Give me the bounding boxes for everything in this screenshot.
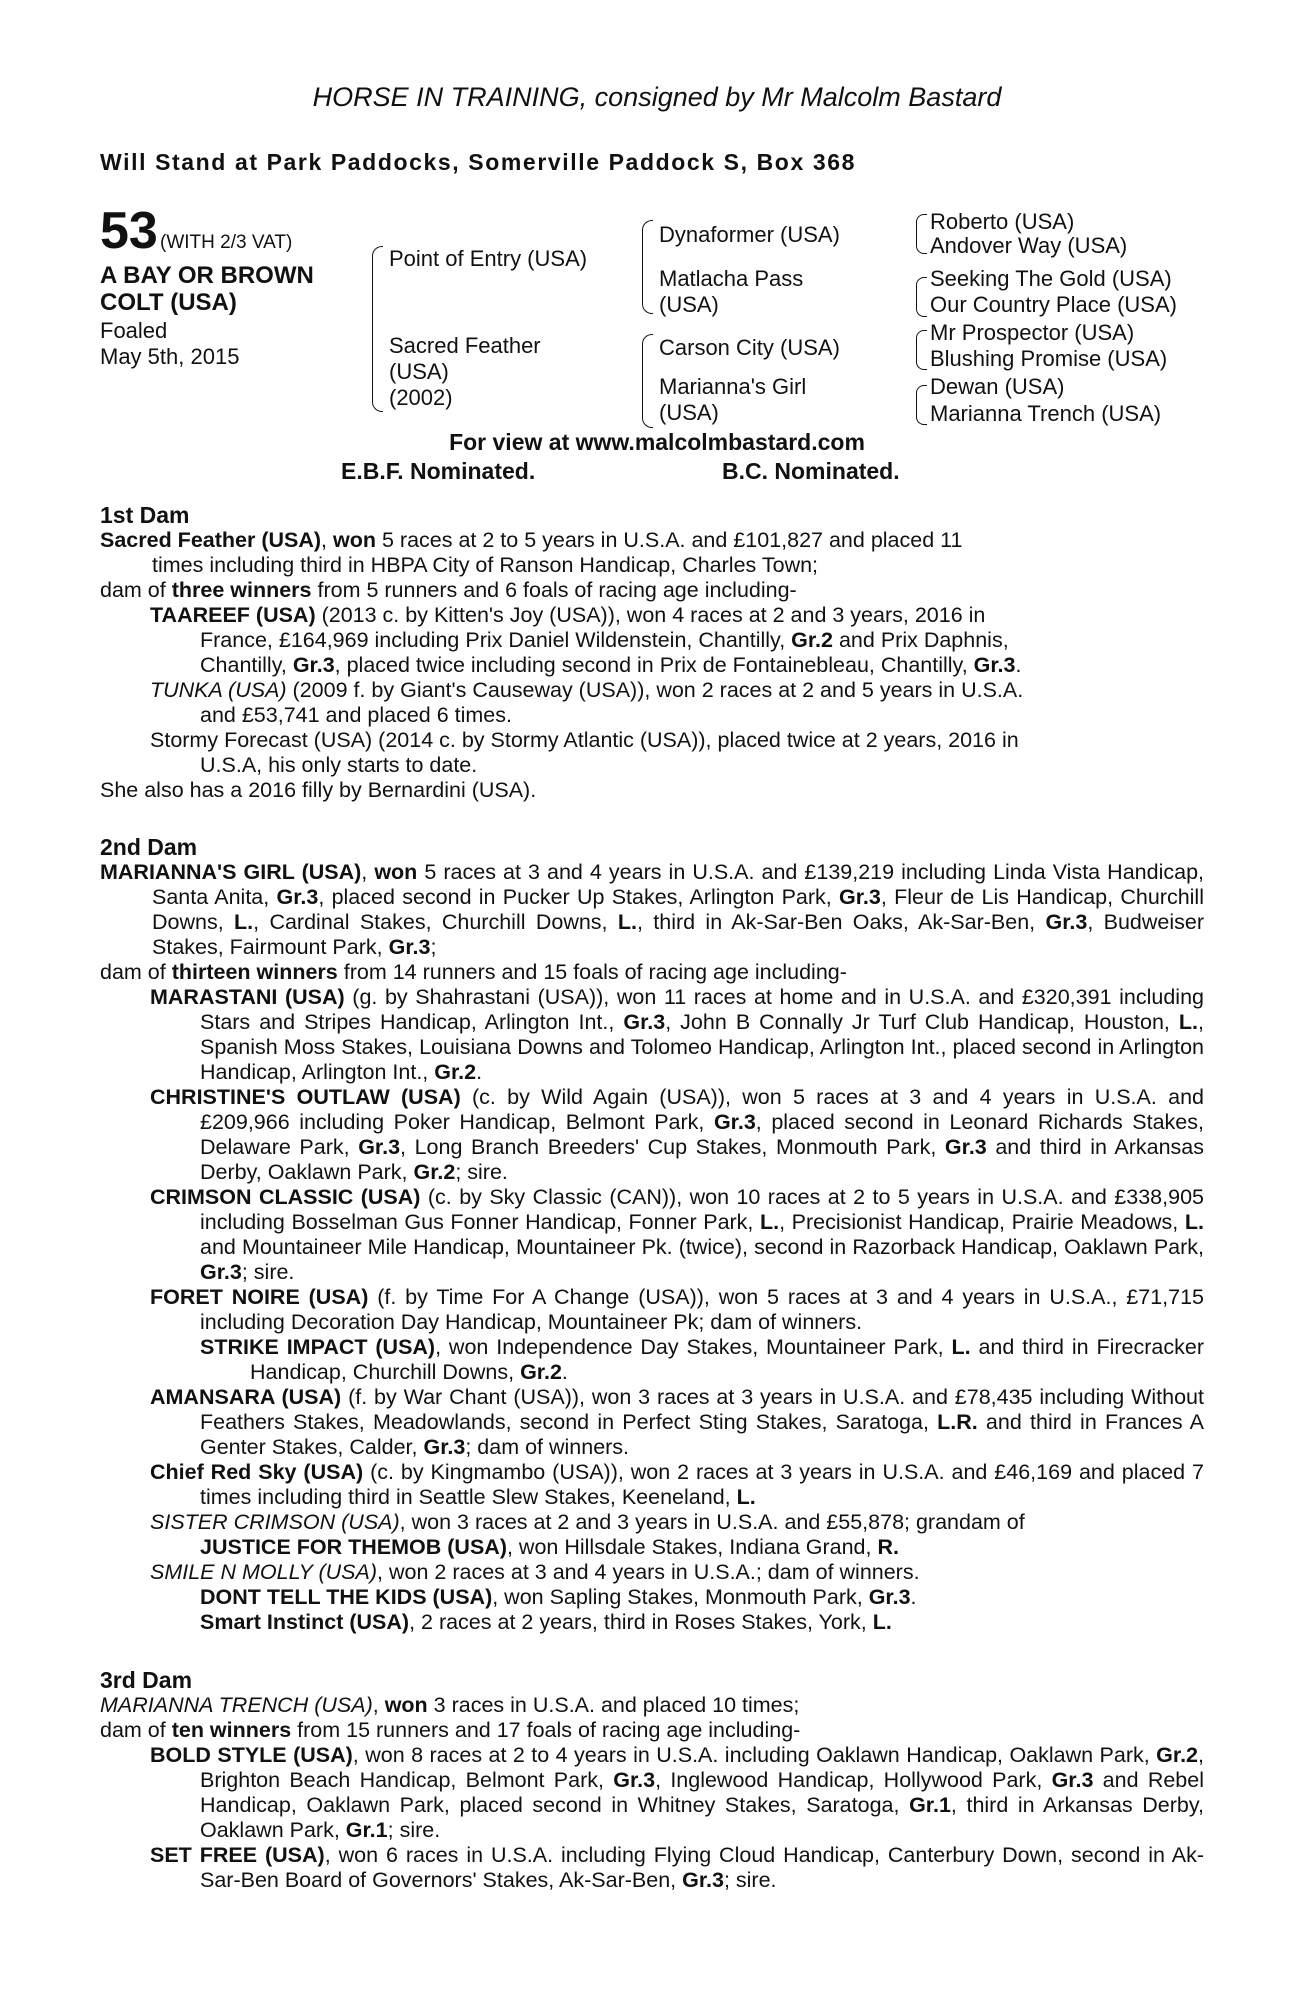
first-dam-title: 1st Dam bbox=[100, 502, 190, 528]
tunka-line-1 bbox=[100, 678, 1204, 703]
dam-dam-line-1: Marianna's Girl bbox=[659, 374, 807, 399]
sire-dam-line-2: (USA) bbox=[659, 292, 719, 317]
text: , won 3 races at 2 and 3 years in U.S.A. and £55,878; grandam of bbox=[399, 1510, 1025, 1534]
grade: Gr.1 bbox=[345, 1818, 388, 1842]
text: ; bbox=[430, 935, 437, 959]
dam-sire: Carson City (USA) bbox=[659, 335, 840, 360]
second-dam-record: MARIANNA'S GIRL (USA), won 5 races at 3 and 4 years in U.S.A. and £139,219 including Linda Vista Handicap, Santa Anita, Gr.3, placed second in Pucker Up Stakes, Arlington Park, Gr.3, Fleur de Lis Handicap, Churchill Downs, L., Cardinal Stakes, Churchill Downs, L., third in Ak-Sar-Ben Oaks, Ak-Sar-Ben, Gr.3, Budweiser Stakes, Fairmount Park, Gr.3; bbox=[100, 860, 1204, 959]
horse-name: AMANSARA (USA) bbox=[150, 1385, 342, 1409]
text: ; sire. bbox=[387, 1818, 441, 1842]
foaled-label: Foaled bbox=[100, 318, 168, 343]
grade: Gr.2 bbox=[791, 628, 833, 652]
text: , won Independence Day Stakes, Mountaineer Park, bbox=[435, 1335, 952, 1359]
stand-location: Will Stand at Park Paddocks, Somerville Paddock S, Box 368 bbox=[100, 149, 857, 175]
marastani bbox=[100, 985, 1204, 1085]
grade: L. bbox=[1178, 1010, 1199, 1034]
first-dam-section bbox=[100, 503, 1204, 803]
third-dam-produce bbox=[100, 1718, 1204, 1743]
third-dam-title: 3rd Dam bbox=[100, 1667, 193, 1693]
grade: Gr.3 bbox=[713, 1110, 756, 1134]
third-dam-record bbox=[100, 1693, 1204, 1718]
text: . bbox=[561, 1360, 568, 1384]
grade: L. bbox=[951, 1335, 971, 1359]
grade: Gr.3 bbox=[868, 1585, 911, 1609]
third-dam-section bbox=[100, 1668, 1204, 1893]
won-word: won bbox=[333, 528, 376, 552]
text: . bbox=[1015, 653, 1022, 677]
horse-name: SET FREE (USA) bbox=[150, 1843, 325, 1867]
tunka-line-2: and £53,741 and placed 6 times. bbox=[200, 703, 512, 727]
text: , Fleur de Lis Handicap, Churchill Downs, bbox=[152, 885, 1204, 934]
grade: Gr.1 bbox=[909, 1793, 951, 1817]
dont-tell-the-kids bbox=[100, 1585, 1204, 1610]
text: dam of bbox=[100, 960, 172, 984]
horse-name: MARASTANI (USA) bbox=[150, 985, 345, 1009]
text: , Spanish Moss Stakes, Louisiana Downs and Tolomeo Handicap, Arlington Int., placed second in Arlington Handicap, Arlington Int., bbox=[200, 1010, 1205, 1084]
lot-number: 53 bbox=[100, 202, 158, 260]
second-dam-produce bbox=[100, 960, 1204, 985]
grade: L. bbox=[760, 1210, 780, 1234]
text: ; dam of winners. bbox=[465, 1435, 630, 1459]
text: , Budweiser Stakes, Fairmount Park, bbox=[152, 910, 1204, 959]
text: (f. by Time For A Change (USA)), won 5 races at 3 and 4 years in U.S.A., £71,715 including Decoration Day Handicap, Mountaineer Pk; dam of winners. bbox=[200, 1285, 1204, 1334]
g-seeking-the-gold: Seeking The Gold (USA) bbox=[930, 266, 1172, 291]
horse-name: BOLD STYLE (USA) bbox=[150, 1743, 353, 1767]
smile-n-molly bbox=[100, 1560, 1204, 1585]
grade: Gr.2 bbox=[1156, 1743, 1199, 1767]
text: , Cardinal Stakes, Churchill Downs, bbox=[253, 910, 618, 934]
g-roberto: Roberto (USA) bbox=[930, 209, 1075, 234]
grade: Gr.3 bbox=[839, 885, 881, 909]
text: ; sire. bbox=[241, 1260, 295, 1284]
text: France, £164,969 including Prix Daniel Wildenstein, Chantilly, bbox=[200, 628, 792, 652]
lot-description bbox=[100, 262, 314, 316]
text: and Mountaineer Mile Handicap, Mountaineer Pk. (twice), second in Razorback Handicap, Oaklawn Park, bbox=[200, 1235, 1204, 1259]
text: , placed second in Leonard Richards Stakes, Delaware Park, bbox=[200, 1110, 1204, 1159]
text: . bbox=[910, 1585, 917, 1609]
text: dam of bbox=[100, 578, 172, 602]
grade: Gr.3 bbox=[973, 653, 1016, 677]
also-line: She also has a 2016 filly by Bernardini (USA). bbox=[100, 778, 537, 802]
dam-line-1: Sacred Feather bbox=[389, 333, 541, 358]
text: 5 races at 3 and 4 years in U.S.A. and £139,219 including Linda Vista Handicap, Santa Anita, bbox=[152, 860, 1204, 909]
grade: Gr.3 bbox=[423, 1435, 466, 1459]
bc-nominated: B.C. Nominated. bbox=[722, 458, 900, 484]
text: , Inglewood Handicap, Hollywood Park, bbox=[655, 1768, 1052, 1792]
sire-sire: Dynaformer (USA) bbox=[659, 222, 840, 247]
sire: Point of Entry (USA) bbox=[389, 246, 588, 271]
text: , won 8 races at 2 to 4 years in U.S.A. including Oaklawn Handicap, Oaklawn Park, bbox=[352, 1743, 1157, 1767]
grade: L. bbox=[234, 910, 254, 934]
desc-line-1: A BAY OR BROWN bbox=[100, 262, 314, 289]
text: and third in Firecracker Handicap, Churchill Downs, bbox=[250, 1335, 1204, 1384]
dam-name: Sacred Feather (USA) bbox=[100, 528, 322, 552]
g-andover-way: Andover Way (USA) bbox=[930, 233, 1128, 258]
pedigree-brace-2a bbox=[642, 220, 653, 314]
text: 5 races at 2 to 5 years in U.S.A. and £101,827 and placed 11 bbox=[376, 528, 963, 552]
horse-name: FORET NOIRE (USA) bbox=[150, 1285, 369, 1309]
sire-dam bbox=[659, 266, 803, 318]
text: (c. by Wild Again (USA)), won 5 races at 3 and 4 years in U.S.A. and £209,966 including Poker Handicap, Belmont Park, bbox=[200, 1085, 1204, 1134]
text: (2009 f. by Giant's Causeway (USA)), won 2 races at 2 and 5 years in U.S.A. bbox=[286, 678, 1024, 702]
christines-outlaw bbox=[100, 1085, 1204, 1185]
text: , Brighton Beach Handicap, Belmont Park, bbox=[200, 1743, 1204, 1792]
text: , bbox=[372, 1693, 385, 1717]
grade: Gr.2 bbox=[413, 1160, 456, 1184]
grade: L. bbox=[736, 1485, 756, 1509]
bold-style bbox=[100, 1743, 1204, 1843]
taareef-line-3 bbox=[100, 653, 1204, 678]
text: 3 races in U.S.A. and placed 10 times; bbox=[427, 1693, 800, 1717]
dam-name: MARIANNA TRENCH (USA) bbox=[100, 1693, 373, 1717]
pedigree-brace-1 bbox=[372, 246, 383, 412]
grade: Gr.3 bbox=[200, 1260, 242, 1284]
horse-name: DONT TELL THE KIDS (USA) bbox=[200, 1585, 493, 1609]
horse-name: TUNKA (USA) bbox=[150, 678, 287, 702]
text: , won Sapling Stakes, Monmouth Park, bbox=[492, 1585, 869, 1609]
horse-name: STRIKE IMPACT (USA) bbox=[200, 1335, 436, 1359]
won-word: won bbox=[384, 1693, 428, 1717]
pedigree-brace-2b bbox=[642, 334, 653, 428]
horse-name: Chief Red Sky (USA) bbox=[150, 1460, 364, 1484]
vat-note: (WITH 2/3 VAT) bbox=[160, 232, 293, 253]
text: , won Hillsdale Stakes, Indiana Grand, bbox=[506, 1535, 878, 1559]
grade: L. bbox=[1184, 1210, 1204, 1234]
chief-red-sky bbox=[100, 1460, 1204, 1510]
text: ; sire. bbox=[723, 1868, 777, 1892]
text: , Precisionist Handicap, Prairie Meadows, bbox=[779, 1210, 1185, 1234]
ebf-nominated: E.B.F. Nominated. bbox=[341, 458, 536, 484]
text: and Rebel Handicap, Oaklawn Park, placed second in Whitney Stakes, Saratoga, bbox=[200, 1768, 1204, 1817]
horse-name: CHRISTINE'S OUTLAW (USA) bbox=[150, 1085, 461, 1109]
text: (c. by Sky Classic (CAN)), won 10 races at 2 to 5 years in U.S.A. and £338,905 including Bosselman Gus Fonner Handicap, Fonner Park, bbox=[200, 1185, 1204, 1234]
grade: L. bbox=[872, 1610, 892, 1634]
text: and third in Arkansas Derby, Oaklawn Park, bbox=[200, 1135, 1204, 1184]
grade: Gr.3 bbox=[276, 885, 319, 909]
smart-instinct bbox=[100, 1610, 1204, 1635]
crimson-classic bbox=[100, 1185, 1204, 1285]
grade: L.R. bbox=[937, 1410, 978, 1434]
desc-line-2: COLT (USA) bbox=[100, 289, 237, 316]
second-dam-section bbox=[100, 835, 1204, 1635]
text: Chantilly, bbox=[200, 653, 293, 677]
sire-dam-line-1: Matlacha Pass bbox=[659, 266, 804, 291]
dam bbox=[389, 333, 541, 411]
taareef-line-2 bbox=[100, 628, 1204, 653]
horse-name: SMILE N MOLLY (USA) bbox=[150, 1560, 378, 1584]
stormy-line-2: U.S.A, his only starts to date. bbox=[200, 753, 478, 777]
sister-crimson bbox=[100, 1510, 1204, 1535]
text: , placed twice including second in Prix de Fontainebleau, Chantilly, bbox=[334, 653, 974, 677]
text: and Prix Daphnis, bbox=[833, 628, 1009, 652]
pedigree-brace-3a bbox=[916, 214, 927, 254]
dam-dam bbox=[659, 374, 806, 426]
grade: Gr.2 bbox=[520, 1360, 562, 1384]
text: , won 6 races in U.S.A. including Flying Cloud Handicap, Canterbury Down, second in Ak-Sar-Ben Board of Governors' Stakes, Ak-Sar-Ben, bbox=[200, 1843, 1204, 1892]
first-dam-line-2: times including third in HBPA City of Ranson Handicap, Charles Town; bbox=[152, 553, 819, 577]
dam-line-2: (USA) bbox=[389, 359, 449, 384]
grade: Gr.3 bbox=[1045, 910, 1088, 934]
text: , Long Branch Breeders' Cup Stakes, Monmouth Park, bbox=[400, 1135, 945, 1159]
stormy-line-1: Stormy Forecast (USA) (2014 c. by Stormy Atlantic (USA)), placed twice at 2 years, 2016 in bbox=[150, 728, 1019, 752]
text: , third in Ak-Sar-Ben Oaks, Ak-Sar-Ben, bbox=[636, 910, 1046, 934]
dam-name: MARIANNA'S GIRL (USA) bbox=[100, 860, 362, 884]
horse-name: Smart Instinct (USA) bbox=[200, 1610, 410, 1634]
grade: Gr.3 bbox=[1051, 1768, 1094, 1792]
pedigree-brace-3b bbox=[916, 277, 927, 317]
winners-count: ten winners bbox=[171, 1718, 292, 1742]
grade: Gr.3 bbox=[358, 1135, 401, 1159]
justice-for-themob bbox=[100, 1535, 1204, 1560]
set-free bbox=[100, 1843, 1204, 1893]
text: , third in Arkansas Derby, Oaklawn Park, bbox=[200, 1793, 1205, 1842]
foaled bbox=[100, 318, 239, 370]
text: from 15 runners and 17 foals of racing age including- bbox=[291, 1718, 801, 1742]
text: , John B Connally Jr Turf Club Handicap, Houston, bbox=[665, 1010, 1179, 1034]
grade: Gr.3 bbox=[682, 1868, 724, 1892]
text: from 14 runners and 15 foals of racing age including- bbox=[337, 960, 847, 984]
text: , placed second in Pucker Up Stakes, Arlington Park, bbox=[318, 885, 840, 909]
text: , 2 races at 2 years, third in Roses Stakes, York, bbox=[409, 1610, 873, 1634]
grade: Gr.2 bbox=[434, 1060, 477, 1084]
foret-noire bbox=[100, 1285, 1204, 1335]
grade: Gr.3 bbox=[292, 653, 335, 677]
grade: Gr.3 bbox=[623, 1010, 666, 1034]
text: (c. by Kingmambo (USA)), won 2 races at 3 years in U.S.A. and £46,169 and placed 7 times including third in Seattle Slew Stakes, Keeneland, bbox=[200, 1460, 1205, 1509]
grade: L. bbox=[617, 910, 637, 934]
horse-name: SISTER CRIMSON (USA) bbox=[150, 1510, 400, 1534]
dam-line-3: (2002) bbox=[389, 385, 453, 410]
dam-dam-line-2: (USA) bbox=[659, 400, 719, 425]
taareef-line-1 bbox=[100, 603, 1204, 628]
g-dewan: Dewan (USA) bbox=[930, 374, 1065, 399]
text: and third in Frances A Genter Stakes, Calder, bbox=[200, 1410, 1204, 1459]
pedigree-brace-3c bbox=[916, 330, 927, 370]
second-dam-title: 2nd Dam bbox=[100, 834, 198, 860]
first-dam-line-1: Sacred Feather (USA), won 5 races at 2 to 5 years in U.S.A. and £101,827 and placed 11 bbox=[100, 528, 963, 552]
text: , won 2 races at 3 and 4 years in U.S.A.; dam of winners. bbox=[377, 1560, 920, 1584]
foaled-date: May 5th, 2015 bbox=[100, 344, 240, 369]
pedigree-brace-3d bbox=[916, 385, 927, 425]
text: from 5 runners and 6 foals of racing age including- bbox=[311, 578, 797, 602]
view-link[interactable]: For view at www.malcolmbastard.com bbox=[449, 429, 865, 455]
text: (2013 c. by Kitten's Joy (USA)), won 4 races at 2 and 3 years, 2016 in bbox=[315, 603, 986, 627]
winners-count: thirteen winners bbox=[171, 960, 338, 984]
grade: Gr.3 bbox=[613, 1768, 656, 1792]
text: (f. by War Chant (USA)), won 3 races at 3 years in U.S.A. and £78,435 including Without Feathers Stakes, Meadowlands, second in Perfect Sting Stakes, Saratoga, bbox=[200, 1385, 1204, 1434]
grade: Gr.3 bbox=[388, 935, 431, 959]
horse-name: JUSTICE FOR THEMOB (USA) bbox=[200, 1535, 507, 1559]
page-header: HORSE IN TRAINING, consigned by Mr Malcolm Bastard bbox=[312, 82, 1002, 112]
text: (g. by Shahrastani (USA)), won 11 races at home and in U.S.A. and £320,391 including Stars and Stripes Handicap, Arlington Int., bbox=[200, 985, 1204, 1034]
winners-count: three winners bbox=[171, 578, 312, 602]
g-marianna-trench: Marianna Trench (USA) bbox=[930, 401, 1162, 426]
strike-impact bbox=[100, 1335, 1204, 1385]
grade: R. bbox=[877, 1535, 899, 1559]
horse-name: CRIMSON CLASSIC (USA) bbox=[150, 1185, 421, 1209]
horse-name: TAAREEF (USA) bbox=[150, 603, 316, 627]
won-word: won bbox=[374, 860, 418, 884]
text: . bbox=[476, 1060, 483, 1084]
g-blushing-promise: Blushing Promise (USA) bbox=[930, 346, 1168, 371]
text: dam of bbox=[100, 1718, 172, 1742]
grade: Gr.3 bbox=[944, 1135, 987, 1159]
g-our-country-place: Our Country Place (USA) bbox=[930, 292, 1177, 317]
g-mr-prospector: Mr Prospector (USA) bbox=[930, 320, 1135, 345]
text: ; sire. bbox=[455, 1160, 508, 1184]
first-dam-line-3 bbox=[100, 578, 1204, 603]
amansara bbox=[100, 1385, 1204, 1460]
